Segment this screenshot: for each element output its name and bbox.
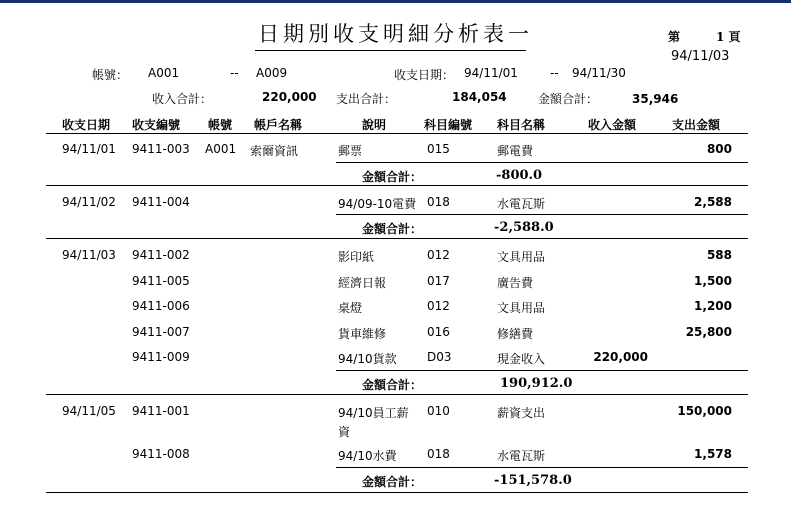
col-header-date: 收支日期: [62, 118, 111, 132]
subtotal-label: 金額合計：: [362, 170, 423, 184]
group-divider: [46, 185, 748, 186]
subtotal-value: -151,578.0: [494, 473, 572, 488]
group-divider: [46, 394, 748, 395]
subtotal-value: -2,588.0: [494, 220, 554, 235]
row-expense: 1,200: [694, 299, 732, 313]
row-subject-code: 018: [427, 447, 450, 461]
row-expense: 1,500: [694, 274, 732, 288]
row-number: 9411-005: [132, 274, 190, 288]
row-expense: 150,000: [677, 404, 732, 418]
subtotal-label: 金額合計：: [362, 378, 423, 392]
subtotal-label: 金額合計：: [362, 222, 423, 236]
col-header-number: 收支編號: [132, 118, 181, 132]
expense-total-label: 支出合計：: [336, 92, 397, 106]
row-number: 9411-008: [132, 447, 190, 461]
amount-total-label: 金額合計：: [538, 92, 599, 106]
row-subject-code: 010: [427, 404, 450, 418]
row-description: 桌燈: [338, 301, 363, 315]
row-number: 9411-009: [132, 350, 190, 364]
title-underline: [255, 50, 526, 51]
row-description: 影印紙: [338, 250, 375, 264]
row-number: 9411-004: [132, 195, 190, 209]
row-number: 9411-007: [132, 325, 190, 339]
group-date: 94/11/03: [62, 248, 116, 262]
subtotal-rule: [336, 370, 748, 371]
row-description: 貨車維修: [338, 327, 387, 341]
group-divider: [46, 238, 748, 239]
row-subject-code: 015: [427, 142, 450, 156]
row-subject-name: 水電瓦斯: [497, 449, 546, 463]
col-header-expense: 支出金額: [672, 118, 721, 132]
account-filter-label: 帳號：: [92, 68, 129, 82]
row-description: 94/09-10電費: [338, 197, 417, 211]
row-subject-name: 修繕費: [497, 327, 534, 341]
row-description: 郵票: [338, 144, 363, 158]
col-header-income: 收入金額: [588, 118, 637, 132]
subtotal-rule: [336, 214, 748, 215]
row-number: 9411-006: [132, 299, 190, 313]
row-description: 經濟日報: [338, 276, 387, 290]
page-number: 1 頁: [716, 30, 741, 44]
row-expense: 1,578: [694, 447, 732, 461]
account-from: A001: [148, 66, 180, 80]
row-number: 9411-003: [132, 142, 190, 156]
row-description: 94/10員工薪: [338, 406, 409, 420]
row-subject-name: 文具用品: [497, 250, 546, 264]
row-description: 94/10貨款: [338, 352, 397, 366]
row-description-continued: 資: [338, 425, 351, 439]
date-to: 94/11/30: [572, 66, 626, 80]
row-subject-code: 018: [427, 195, 450, 209]
row-subject-code: 012: [427, 248, 450, 262]
subtotal-rule: [336, 467, 748, 468]
row-subject-name: 現金收入: [497, 352, 546, 366]
row-subject-name: 文具用品: [497, 301, 546, 315]
subtotal-label: 金額合計：: [362, 475, 423, 489]
income-total-value: 220,000: [262, 90, 317, 104]
report-title: 日期別收支明細分析表一: [258, 22, 533, 46]
row-income: 220,000: [593, 350, 648, 364]
row-subject-name: 廣告費: [497, 276, 534, 290]
row-account: A001: [205, 142, 237, 156]
group-date: 94/11/02: [62, 195, 116, 209]
amount-total-value: 35,946: [632, 92, 679, 106]
row-expense: 25,800: [685, 325, 732, 339]
expense-total-value: 184,054: [452, 90, 507, 104]
row-subject-name: 水電瓦斯: [497, 197, 546, 211]
col-header-subject-code: 科目編號: [424, 118, 473, 132]
row-expense: 2,588: [694, 195, 732, 209]
account-separator: --: [230, 66, 239, 80]
subtotal-value: -800.0: [496, 168, 543, 183]
col-header-subject-name: 科目名稱: [497, 118, 546, 132]
group-date: 94/11/05: [62, 404, 116, 418]
col-header-account-name: 帳戶名稱: [254, 118, 303, 132]
account-to: A009: [256, 66, 288, 80]
row-expense: 800: [706, 142, 732, 156]
subtotal-rule: [336, 162, 748, 163]
page-label: 第: [668, 30, 681, 44]
row-description: 94/10水費: [338, 449, 397, 463]
header-divider: [46, 133, 748, 134]
group-date: 94/11/01: [62, 142, 116, 156]
row-subject-name: 郵電費: [497, 144, 534, 158]
row-subject-code: 016: [427, 325, 450, 339]
date-filter-label: 收支日期：: [394, 68, 455, 82]
row-subject-code: 012: [427, 299, 450, 313]
row-number: 9411-001: [132, 404, 190, 418]
date-separator: --: [550, 66, 559, 80]
row-subject-name: 薪資支出: [497, 406, 546, 420]
row-expense: 588: [706, 248, 732, 262]
row-account-name: 索爾資訊: [250, 144, 299, 158]
print-date: 94/11/03: [671, 49, 730, 64]
col-header-account: 帳號: [208, 118, 233, 132]
subtotal-value: 190,912.0: [500, 376, 573, 391]
col-header-description: 說明: [362, 118, 387, 132]
window-top-border: [0, 0, 791, 3]
row-subject-code: 017: [427, 274, 450, 288]
date-from: 94/11/01: [464, 66, 518, 80]
group-divider: [46, 492, 748, 493]
income-total-label: 收入合計：: [152, 92, 213, 106]
row-subject-code: D03: [427, 350, 452, 364]
row-number: 9411-002: [132, 248, 190, 262]
